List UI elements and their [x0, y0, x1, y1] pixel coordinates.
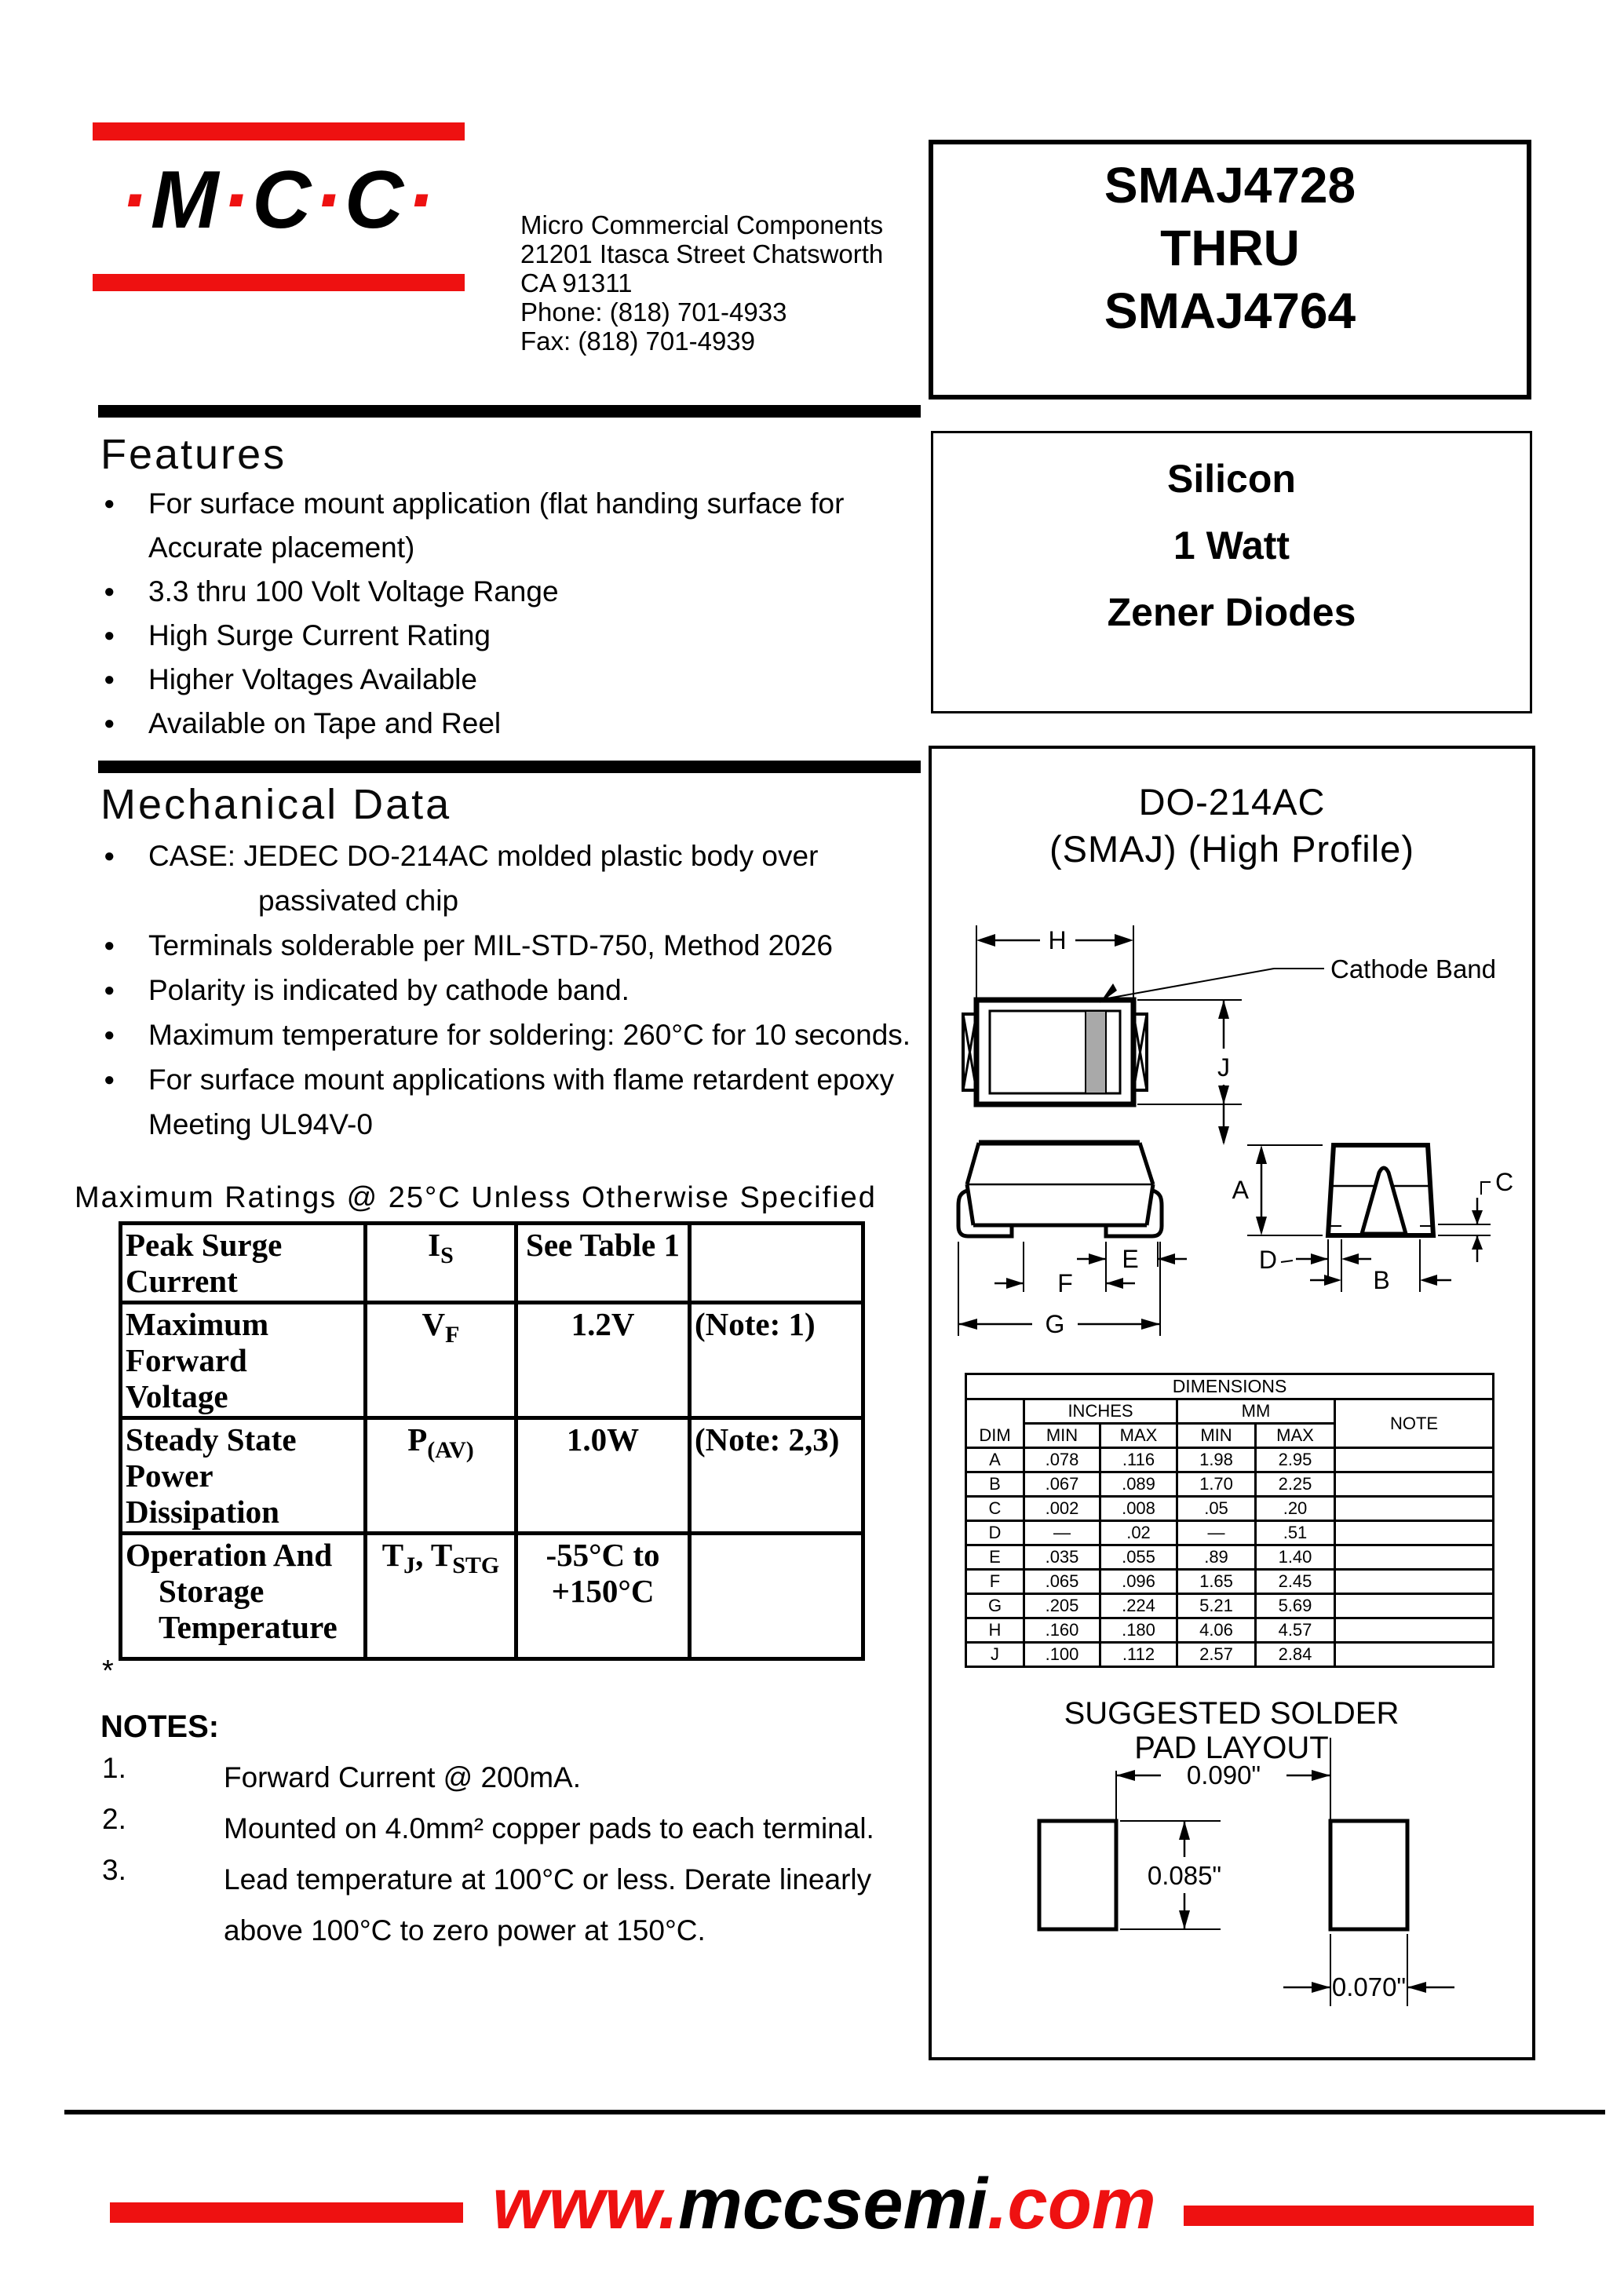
features-heading: Features	[100, 431, 287, 478]
dims-col-dim: DIM	[966, 1399, 1024, 1448]
cathode-band	[1086, 1011, 1106, 1093]
dims-table-body	[966, 1448, 1494, 1667]
list-item: ● Maximum temperature for soldering: 260°C for 10 seconds.	[102, 1012, 942, 1057]
logo-dot-icon: ·	[120, 155, 151, 246]
dims-table-row: G .205 .224 5.21 5.69	[966, 1594, 1494, 1618]
package-views-drawing	[932, 890, 1532, 1377]
part-number-thru: THRU	[1160, 220, 1300, 276]
features-top-rule	[98, 405, 921, 418]
dim-label-j: J	[1217, 1053, 1230, 1082]
lead-right-side-view	[1106, 1191, 1162, 1236]
address-line: CA 91311	[520, 268, 633, 297]
list-item: ● Polarity is indicated by cathode band.	[102, 968, 942, 1012]
table-row: Operation And Storage Temperature $T_J$, $T_{STG}$ -55°C to +150°C	[121, 1534, 863, 1659]
bullet-icon: ●	[104, 581, 115, 602]
list-item: ● Higher Voltages Available	[102, 658, 934, 702]
bullet-icon: ●	[104, 935, 115, 956]
mechanical-list	[102, 834, 942, 1147]
address-line: Micro Commercial Components	[520, 210, 884, 239]
bullet-icon: ●	[104, 980, 115, 1001]
package-outline-box	[929, 746, 1535, 2060]
dimensions-table: DIMENSIONS DIM INCHES MM NOTE MIN MAX MIN MAX A .078 .116 1.98 2.95 B .067 .089 1.70 2.25 C .002 .008 .05 .20 D — .02 — .51 E .035 .055 .89 1.40 F .065 .096 1.65 2.45 G .205 .224 5.21 5.69 H .160 .180 4.06 4.57 J .100 .112 2.57 2.84	[965, 1373, 1494, 1668]
bullet-icon: ●	[104, 493, 115, 514]
dim-label-c: C	[1495, 1168, 1514, 1196]
dims-table-row: F .065 .096 1.65 2.45	[966, 1570, 1494, 1594]
bullet-icon: ●	[104, 845, 115, 867]
footer-right-bar	[1184, 2206, 1534, 2226]
dims-table-row: J .100 .112 2.57 2.84	[966, 1643, 1494, 1667]
list-item: 2. Mounted on 4.0mm² copper pads to each terminal.	[102, 1803, 874, 1844]
pad-dim-span: 0.090"	[1186, 1760, 1261, 1790]
dims-table-title: DIMENSIONS	[966, 1374, 1494, 1399]
pad-dim-width: 0.070"	[1331, 1972, 1407, 2001]
list-item: ● For surface mount application (flat handing surface for Accurate placement)	[102, 482, 934, 570]
dim-label-g: G	[1045, 1310, 1065, 1338]
list-item: 3. Lead temperature at 100°C or less. Derate linearly above 100°C to zero power at 150°C.	[102, 1854, 872, 1947]
table-row: Peak Surge Current $I_S$ See Table 1	[121, 1224, 863, 1303]
logo-dot-icon: ·	[221, 155, 253, 246]
address-fax: Fax: (818) 701-4939	[520, 327, 756, 356]
list-item: ● 3.3 thru 100 Volt Voltage Range	[102, 570, 934, 614]
dim-label-e: E	[1122, 1245, 1139, 1273]
dim-label-d: D	[1258, 1246, 1277, 1274]
bullet-icon: ●	[104, 1024, 115, 1045]
ratings-table	[119, 1221, 865, 1661]
table-row: Steady State Power Dissipation $P_{(AV)}$ 1.0W (Note: 2,3)	[121, 1418, 863, 1534]
package-title	[932, 779, 1532, 873]
device-material: Silicon	[1167, 457, 1296, 501]
lead-left-side-view	[958, 1191, 1012, 1236]
cathode-band-label: Cathode Band	[1330, 954, 1497, 983]
list-item: ● Available on Tape and Reel	[102, 702, 934, 746]
mechanical-top-rule	[98, 761, 921, 773]
footer-rule	[64, 2110, 1605, 2114]
pad-layout-drawing	[932, 1683, 1532, 2020]
notes-heading: NOTES:	[100, 1709, 220, 1744]
package-body-top-view	[976, 1000, 1133, 1104]
footer-left-bar	[110, 2202, 463, 2223]
dims-group-mm: MM	[1177, 1399, 1335, 1424]
notes-list	[102, 1752, 942, 1956]
dims-col-note: NOTE	[1335, 1399, 1494, 1448]
list-item: ● For surface mount applications with flame retardent epoxy Meeting UL94V-0	[102, 1057, 942, 1147]
features-list	[102, 482, 934, 746]
ratings-heading: Maximum Ratings @ 25°C Unless Otherwise Specified	[75, 1181, 877, 1214]
footer-url: www.mccsemi.com	[492, 2164, 1156, 2244]
dim-label-f: F	[1057, 1269, 1073, 1297]
dims-table-row: H .160 .180 4.06 4.57	[966, 1618, 1494, 1643]
device-power: 1 Watt	[1173, 524, 1290, 567]
bullet-icon: ●	[104, 669, 115, 690]
logo-dot-icon: ·	[407, 155, 437, 246]
logo-dot-icon: ·	[314, 155, 345, 246]
pad-layout-title-1: SUGGESTED SOLDER	[1064, 1696, 1400, 1731]
mcc-logo-text: ·M·C·C·	[120, 155, 437, 246]
pad-layout-title-2: PAD LAYOUT	[1134, 1731, 1329, 1765]
bullet-icon: ●	[104, 713, 115, 734]
table-row: Maximum Forward Voltage $V_F$ 1.2V (Note: 1)	[121, 1303, 863, 1418]
logo-top-bar	[93, 122, 465, 140]
dims-table-row: B .067 .089 1.70 2.25	[966, 1472, 1494, 1497]
dim-label-b: B	[1373, 1266, 1390, 1294]
dim-label-h: H	[1048, 926, 1067, 954]
solder-pad-right	[1330, 1821, 1407, 1929]
bullet-icon: ●	[104, 625, 115, 646]
package-variant: (SMAJ) (High Profile)	[1049, 828, 1414, 870]
pad-dim-height: 0.085"	[1147, 1861, 1222, 1890]
bullet-icon: ●	[104, 1069, 115, 1090]
dims-table-row: C .002 .008 .05 .20	[966, 1497, 1494, 1521]
part-number-end: SMAJ4764	[1104, 283, 1356, 339]
address-line: 21201 Itasca Street Chatsworth	[520, 239, 884, 268]
list-item: ● Terminals solderable per MIL-STD-750, Method 2026	[102, 923, 942, 968]
list-item: ● High Surge Current Rating	[102, 614, 934, 658]
dims-group-inches: INCHES	[1024, 1399, 1177, 1424]
device-type-box	[931, 431, 1532, 713]
dim-label-a: A	[1232, 1176, 1249, 1204]
mechanical-heading: Mechanical Data	[100, 781, 452, 828]
dims-table-row: E .035 .055 .89 1.40	[966, 1545, 1494, 1570]
part-number-start: SMAJ4728	[1104, 157, 1356, 213]
solder-pad-left	[1039, 1821, 1116, 1929]
address-phone: Phone: (818) 701-4933	[520, 297, 787, 327]
company-address	[520, 210, 929, 356]
package-name: DO-214AC	[1138, 781, 1326, 823]
logo-bottom-bar	[93, 274, 465, 291]
list-item: 1. Forward Current @ 200mA.	[102, 1752, 581, 1793]
device-kind: Zener Diodes	[1107, 590, 1356, 634]
dims-table-row: A .078 .116 1.98 2.95	[966, 1448, 1494, 1472]
part-number-box	[929, 140, 1531, 400]
list-item: ● CASE: JEDEC DO-214AC molded plastic body over passivated chip	[102, 834, 942, 923]
dims-table-row: D — .02 — .51	[966, 1521, 1494, 1545]
footnote-star: *	[102, 1655, 114, 1688]
